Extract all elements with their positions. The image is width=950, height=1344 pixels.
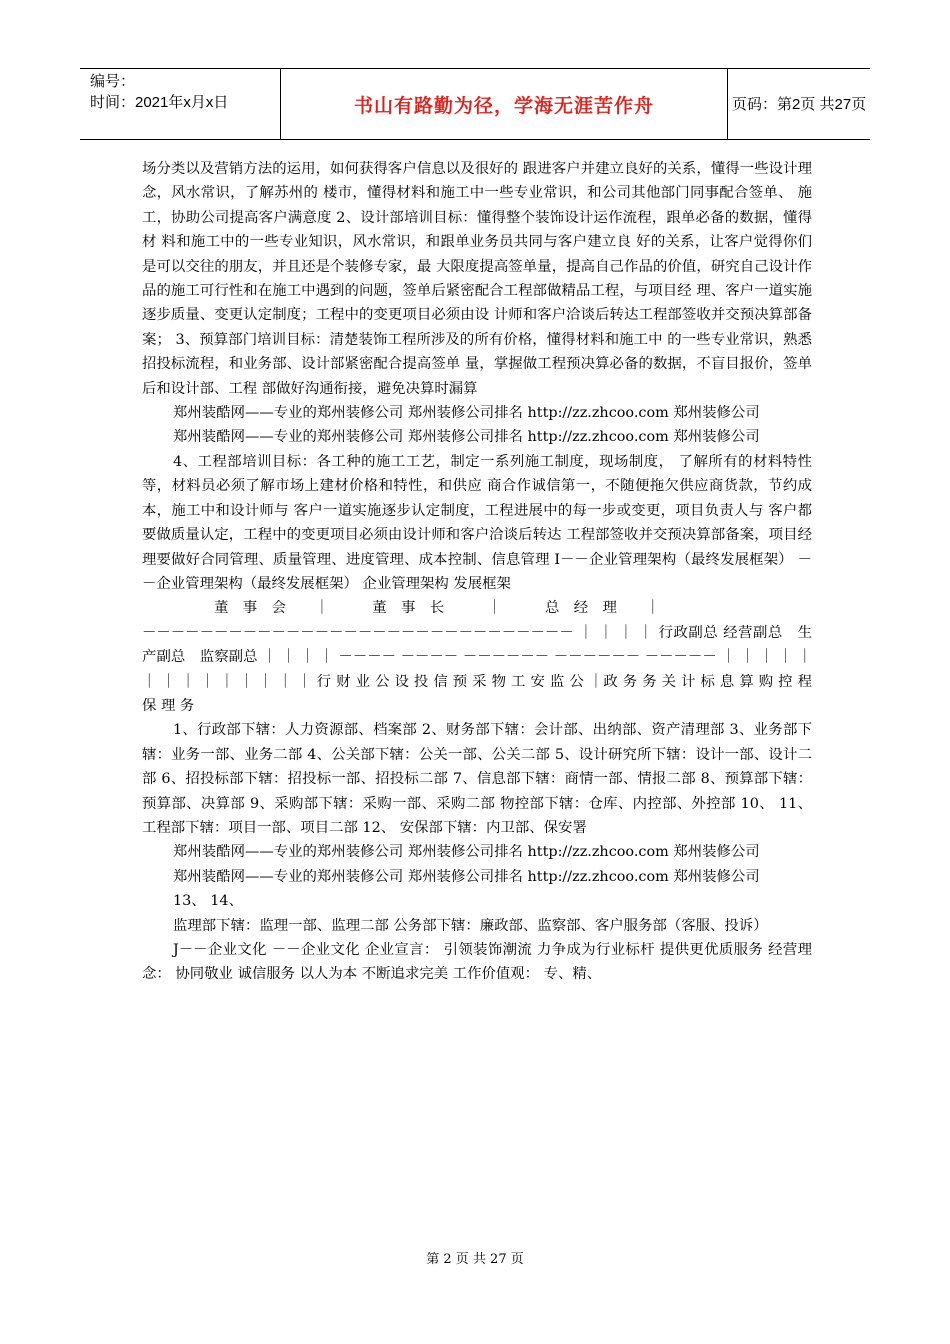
header-motto: 书山有路勤为径，学海无涯苦作舟 [353, 95, 654, 117]
ad-line-3: 郑州装酷网——专业的郑州装修公司 郑州装修公司排名 http://zz.zhcoo.com 郑州装修公司 [173, 844, 760, 861]
paragraph-engineering-goals: 4、工程部培训目标：各工种的施工工艺，制定一系列施工制度，现场制度， 了解所有的材料特性等，材料员必须了解市场上建材价格和特性，和供应 商合作诚信第一，不随便拖欠供应商货款，节约成本，施工中和设计师与 客户一道实施逐步认定制度，工程进展中的每一步或变更，项目负责人与 客户都要做质量认定，工程中的变更项目必须由设计师和客户洽谈后转达 工程部签收并交预决算部备案，项目经理要做好合同管理、质量管理、进度管理、成本控制、信息管理 I－－企业管理架构（最终发展框架） －－企业管理架构（最终发展框架） 企业管理架构 发展框架 [142, 453, 812, 592]
header-meta [90, 71, 286, 113]
paragraph-numbering: 13、 14、 [173, 893, 243, 910]
ad-line-4: 郑州装酷网——专业的郑州装修公司 郑州装修公司排名 http://zz.zhcoo.com 郑州装修公司 [173, 868, 760, 885]
paragraph-supervision: 监理部下辖：监理一部、监理二部 公务部下辖：廉政部、监察部、客户服务部（客服、投诉） [173, 917, 768, 934]
paragraph-corporate-culture: J－－企业文化 －－企业文化 企业宣言： 引领装饰潮流 力争成为行业标杆 提供更优质服务 经营理念： 协同敬业 诚信服务 以人为本 不断追求完美 工作价值观： 专、精、 [142, 942, 812, 983]
header-motto-cell [280, 69, 728, 139]
ad-line-2: 郑州装酷网——专业的郑州装修公司 郑州装修公司排名 http://zz.zhcoo.com 郑州装修公司 [173, 429, 760, 446]
paragraph-departments: 1、行政部下辖：人力资源部、档案部 2、财务部下辖：会计部、出纳部、资产清理部 3、业务部下辖：业务一部、业务二部 4、公关部下辖：公关一部、公关二部 5、设计研究所下辖：设计一部、设计二部 6、招投标部下辖：招投标一部、招投标二部 7、信息部下辖：商情一部、情报二部 8、预算部下辖：预算部、决算部 9、采购部下辖：采购一部、采购二部 物控部下辖：仓库、内控部、外控部 10、 11、 工程部下辖：项目一部、项目二部 12、 安保部下辖：内卫部、保安署 [142, 722, 812, 836]
page-footer: 第 2 页 共 27 页 [426, 1252, 524, 1267]
org-chart-text: －－－－－－－－－－－－－－－－－－－－－－－－－－－－－－ ｜ ｜ ｜ ｜ 行政副总 经营副总 生产副总 监察副总 ｜ ｜ ｜ ｜ －－－－ －－－－ －－－－－－ －－－－－－ －－－－－ ｜ ｜ ｜ ｜ ｜ ｜ ｜ ｜ ｜ ｜ ｜ ｜ ｜ ｜ 行 财 业 公 设 投 信 预 采 物 工 安 监 公 ｜政 务 务 关 计 标 息 算 购 控 程 保 理 务 [142, 624, 812, 714]
paragraph-training-goals: 场分类以及营销方法的运用，如何获得客户信息以及很好的 跟进客户并建立良好的关系，懂得一些设计理念，风水常识，了解苏州的 楼市，懂得材料和施工中一些专业常识，和公司其他部门同事配合签单、 施工，协助公司提高客户满意度 2、设计部培训目标：懂得整个装饰设计运作流程，跟单必备的数据，懂得材 料和施工中的一些专业知识，风水常识，和跟单业务员共同与客户建立良 好的关系，让客户觉得你们是可以交往的朋友，并且还是个装修专家，最 大限度提高签单量，提高自己作品的价值，研究自己设计作品的施工可行性和在施工中遇到的问题，签单后紧密配合工程部做精品工程，与项目经 理、客户一道实施逐步质量、变更认定制度；工程中的变更项目必须由设 计师和客户洽谈后转达工程部签收并交预决算部备案； 3、预算部门培训目标：清楚装饰工程所涉及的所有价格，懂得材料和施工中 的一些专业常识，熟悉招投标流程，和业务部、设计部紧密配合提高签单 量，掌握做工程预决算必备的数据，不盲目报价，签单后和设计部、工程 部做好沟通衔接，避免决算时漏算 [142, 161, 812, 397]
document-time-label: 时间：2021年x月x日 [90, 94, 229, 111]
org-chart-top-row: 董 事 会 ｜ 董 事 长 ｜ 总 经 理 ｜ [142, 600, 661, 617]
page-header [80, 68, 870, 140]
document-number-label: 编号： [90, 73, 136, 90]
document-body [142, 157, 812, 987]
header-page-number: 页码：第2页 共27页 [732, 96, 867, 113]
ad-line-1: 郑州装酷网——专业的郑州装修公司 郑州装修公司排名 http://zz.zhcoo.com 郑州装修公司 [173, 405, 760, 422]
